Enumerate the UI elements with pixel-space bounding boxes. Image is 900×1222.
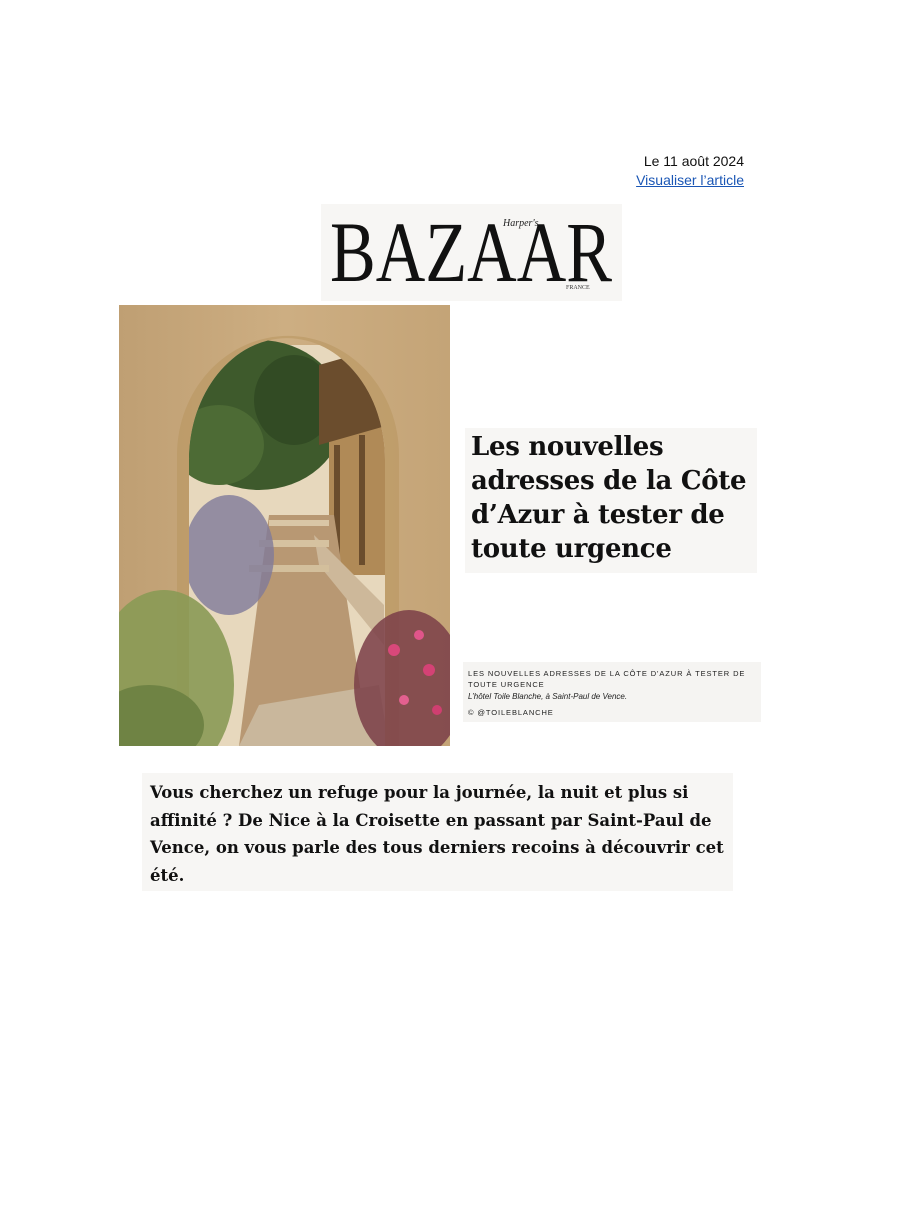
article-lead-box [142,773,733,891]
logo-wordmark: BAZAAR [330,204,613,300]
article-title: Les nouvelles adresses de la Côte d’Azur à tester de toute urgence [471,432,747,564]
article-title-box [465,428,757,573]
logo-edition: FRANCE [566,285,590,291]
article-lead: Vous cherchez un refuge pour la journée, la nuit et plus si affinité ? De Nice à la Croisette en passant par Saint-Paul de Vence, on vous parle des tous derniers recoins à découvrir cet été. [150,783,724,885]
caption-description: L’hôtel Toile Blanche, à Saint-Paul de Vence. [468,692,628,701]
view-article-link[interactable]: Visualiser l’article [636,172,744,188]
publication-date: Le 11 août 2024 [643,153,744,169]
photo-caption [463,662,761,722]
publication-logo [321,204,622,301]
hotel-photo [119,305,450,746]
logo-prefix: Harper's [503,218,539,229]
photo-credit: © @TOILEBLANCHE [468,708,554,717]
article-meta [636,152,744,190]
caption-title: LES NOUVELLES ADRESSES DE LA CÔTE D'AZUR À TESTER DE TOUTE URGENCE [468,669,746,689]
